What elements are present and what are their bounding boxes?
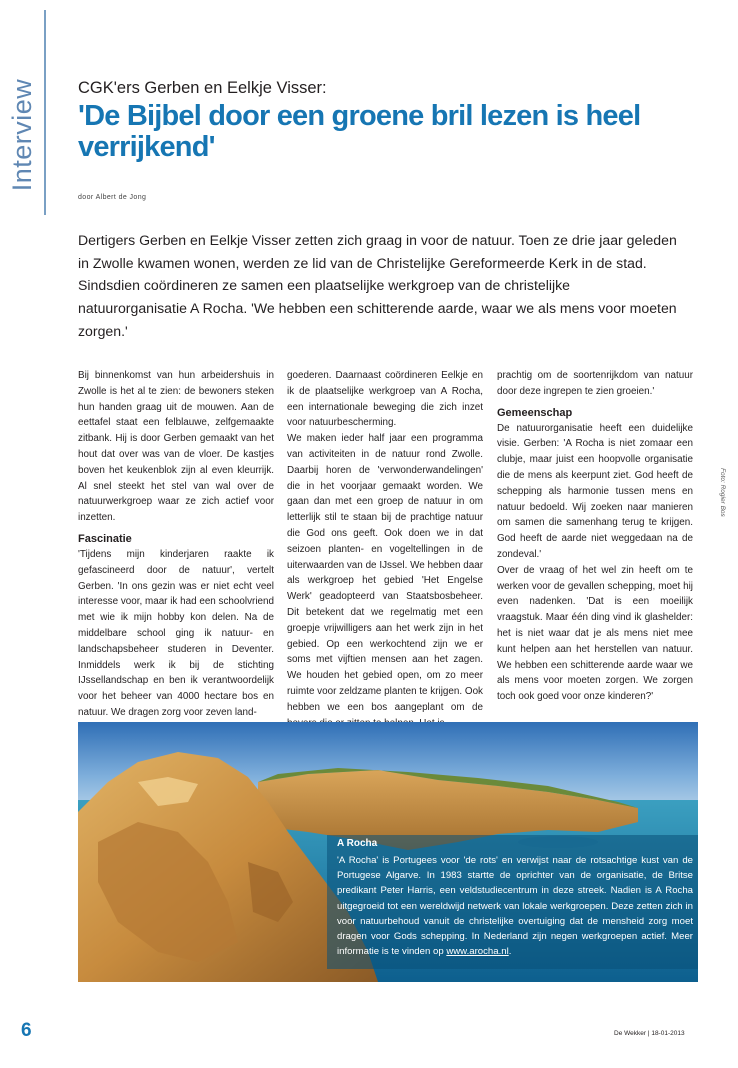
sidebar-box-text: [337, 853, 693, 959]
section-rule: [44, 10, 46, 215]
sidebar-box-body: 'A Rocha' is Portugees voor 'de rots' en verwijst naar de rotsachtige kust van de Portugese Algarve. In 1983 startte de oprichter van de organisatie, de Britse predikant Peter Harris, een veldstudiecentrum in deze streek. Nadien is A Rocha uitgegroeid tot een wereldwijd netwerk van lokale werkgroepen. Deze zetten zich in voor natuurbehoud vanuit de christelijke overtuiging dat de mensheid zorg moet dragen voor Gods schepping. In Nederland zijn negen werkgroepen actief. Meer informatie is te vinden op: [337, 855, 693, 958]
footer-publication: De Wekker | 18-01-2013: [614, 1030, 685, 1037]
paragraph: 'Tijdens mijn kinderjaren raakte ik gefascineerd door de natuur', vertelt Gerben. 'In ons gezin was er niet echt veel interesse voor, maar ik had een schoolvriend met wie ik mijn hobby kon delen. Na de middelbare school ging ik natuur- en landschapsbeheer studeren in Deventer. Inmiddels werk ik bij de stichting IJssellandschap en ben ik verantwoordelijk voor het beheer van 4000 hectare bos en natuur. We dragen zorg voor zeven land-: [78, 548, 274, 718]
column-1: [78, 368, 274, 721]
paragraph: prachtig om de soortenrijkdom van natuur door deze ingrepen te zien groeien.': [497, 370, 693, 397]
subheading-gemeenschap: Gemeenschap: [497, 406, 573, 419]
arocha-link[interactable]: www.arocha.nl: [446, 946, 509, 958]
page-number: 6: [21, 1020, 32, 1041]
section-label: Interview: [7, 78, 37, 192]
paragraph: Bij binnenkomst van hun arbeidershuis in Zwolle is het al te zien: de bewoners steken hun handen graag uit de mouwen. Aan de eettafel staat een felblauwe, zelfgemaakte zitbank. Hij is door Gerben gemaakt van het hout dat over was van de vloer. De kastjes boven het keukenblok zijn al even kleurrijk. Al snel steekt het stel van wal over de natuurwerkgroep waar ze zich actief voor inzetten.: [78, 370, 274, 524]
column-3: [497, 368, 693, 705]
paragraph: Over de vraag of het wel zin heeft om te werken voor de gevallen schepping, moet hij even nadenken. 'Dat is een moeilijk vraagstuk. Maar één ding vind ik glashelder: het is niet waar dat je als mens niet mee kunt helpen aan het herstellen van natuur. We hebben een schitterende aarde waar we als mens voor moeten zorgen. We zorgen toch ook goed voor onze kinderen?': [497, 564, 693, 703]
paragraph: We maken ieder half jaar een programma van activiteiten in de natuur rond Zwolle. Daarbij horen de 'verwonderwandelingen' die in het voorjaar gemaakt worden. We gaan dan met een groep de natuur in om letterlijk stil te staan bij de prachtige natuur die God ons geeft. Ook doen we in dat seizoen planten- en vogeltellingen in de uiterwaarden van de IJssel. We hebben daar als werkgroep het gebied 'Het Engelse Werk' geadopteerd van Staatsbosbeheer. Dit betekent dat we regelmatig met een groepje vrijwilligers aan het werk zijn in het gebied. Op een werkochtend zijn we er soms met vijftien mensen aan het zagen. We houden het gebied open, om zo meer ruimte voor zeldzame planten te krijgen. Ook hebben we een bos aangeplant om de: [287, 433, 483, 713]
paragraph: goederen. Daarnaast coördineren Eelkje en ik de plaatselijke werkgroep van A Rocha, een internationale beweging die zich inzet voor natuurbescherming.: [287, 370, 483, 429]
photo-credit: Foto: Rogier Bos: [719, 468, 726, 517]
paragraph: De natuurorganisatie heeft een duidelijke visie. Gerben: 'A Rocha is niet zomaar een clubje, maar juist een hoopvolle organisatie die de mens als keerpunt ziet. God heeft de schepping als harmonie tussen mens en natuur bedoeld. Wij zoeken naar manieren om samen die samenhang terug te krijgen. God heeft de aarde niet weggedaan na de zondeval.': [497, 422, 693, 560]
sidebar-box-title: A Rocha: [337, 838, 378, 849]
headline: 'De Bijbel door een groene bril lezen is heel verrijkend': [78, 100, 641, 163]
byline: door Albert de Jong: [78, 194, 147, 201]
column-2: [287, 368, 483, 731]
sidebar-box-end: .: [508, 946, 512, 958]
kicker: CGK'ers Gerben en Eelkje Visser:: [78, 79, 327, 97]
subheading-fascinatie: Fascinatie: [78, 532, 132, 545]
intro-paragraph: Dertigers Gerben en Eelkje Visser zetten zich graag in voor de natuur. Toen ze drie jaar geleden in Zwolle kwamen wonen, werden ze lid van de Christelijke Gereformeerde Kerk in de stad. Sindsdien coördineren ze samen een plaatselijke werkgroep van de christelijke natuurorganisatie A Rocha. 'We hebben een schitterende aarde, waar we als mens voor moeten zorgen.': [78, 232, 677, 339]
